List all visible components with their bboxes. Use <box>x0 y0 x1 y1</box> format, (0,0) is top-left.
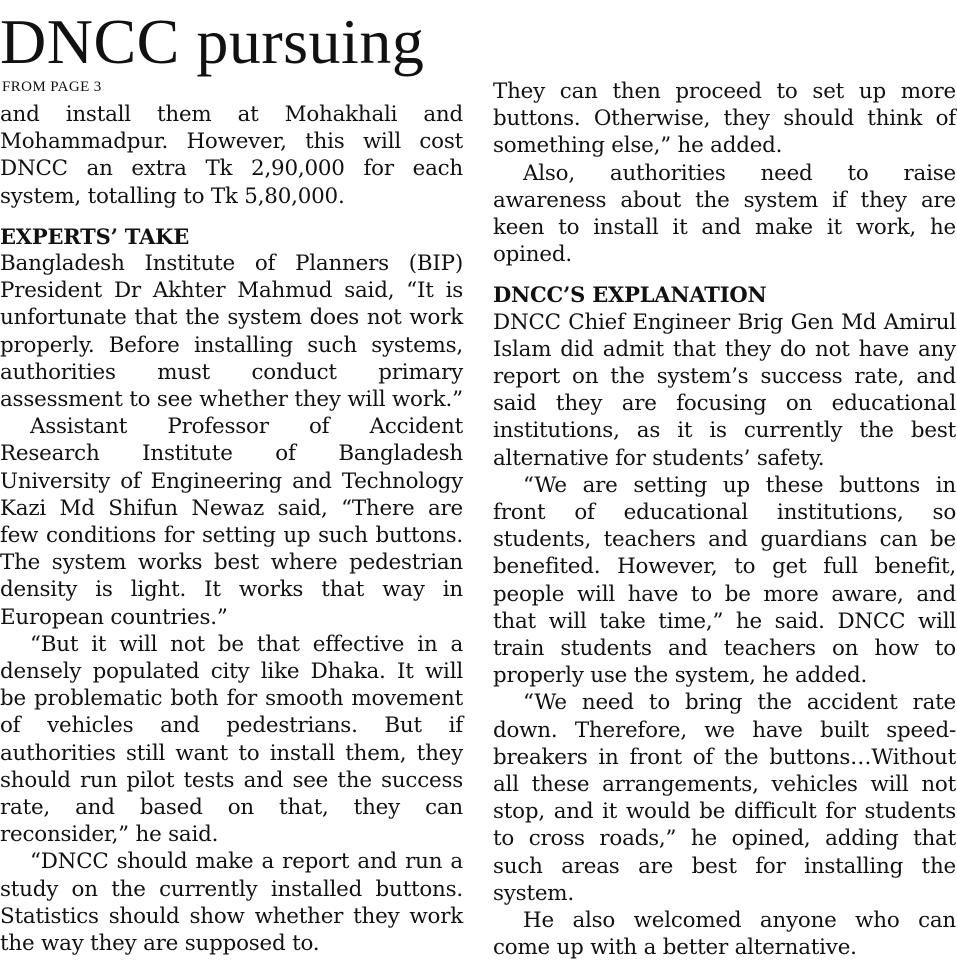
section-gap <box>493 268 956 281</box>
headline: DNCC pursuing <box>0 6 425 77</box>
paragraph: and install them at Mohakhali and Mohammadpur. However, this will cost DNCC an extra Tk 2,90,000 for each system, totalling to Tk 5,80,000. <box>0 102 463 209</box>
right-column <box>493 78 956 962</box>
section-gap <box>0 210 463 223</box>
paragraph: “We need to bring the accident rate down. Therefore, we have built speed-breakers in front of the buttons…Without all these arrangements, vehicles will not stop, and it would be difficult for students to cross roads,” he opined, adding that such areas are best for installing the system. <box>493 690 956 906</box>
paragraph: “DNCC should make a report and run a study on the currently installed buttons. Statistics should show whether they work the way they are supposed to. <box>0 849 463 957</box>
paragraph: DNCC Chief Engineer Brig Gen Md Amirul Islam did admit that they do not have any report on the system’s success rate, and said they are focusing on educational institutions, as it is currently the best alternative for students’ safety. <box>493 309 956 471</box>
paragraph: They can then proceed to set up more buttons. Otherwise, they should think of something else,” he added. <box>493 79 956 159</box>
left-column <box>0 101 463 957</box>
paragraph: Also, authorities need to raise awareness about the system if they are keen to install it and make it work, he opined. <box>493 160 956 268</box>
paragraph: “But it will not be that effective in a densely populated city like Dhaka. It will be problematic both for smooth movement of vehicles and pedestrians. But if authorities still want to install them, they should run pilot tests and see the success rate, and based on that, they can reconsider,” he said. <box>0 631 463 848</box>
jump-line: FROM PAGE 3 <box>2 79 102 95</box>
paragraph: Bangladesh Institute of Planners (BIP) President Dr Akhter Mahmud said, “It is unfortunate that the system does not work properly. Before installing such systems, authorities must conduct primary assessment to see whether they will work.” <box>0 251 463 413</box>
subhead-experts-take: EXPERTS’ TAKE <box>0 223 190 249</box>
paragraph: He also welcomed anyone who can come up with a better alternative. <box>493 908 956 961</box>
paragraph: Assistant Professor of Accident Research Institute of Bangladesh University of Engineering and Technology Kazi Md Shifun Newaz said, “There are few conditions for setting up such buttons. The system works best where pedestrian density is light. It works that way in European countries.” <box>0 414 463 630</box>
subhead-dncc-explanation: DNCC’S EXPLANATION <box>493 282 767 308</box>
paragraph: “We are setting up these buttons in front of educational institutions, so students, teachers and guardians can be benefited. However, to get full benefit, people will have to be more aware, and that will take time,” he said. DNCC will train students and teachers on how to properly use the system, he added. <box>493 472 956 689</box>
